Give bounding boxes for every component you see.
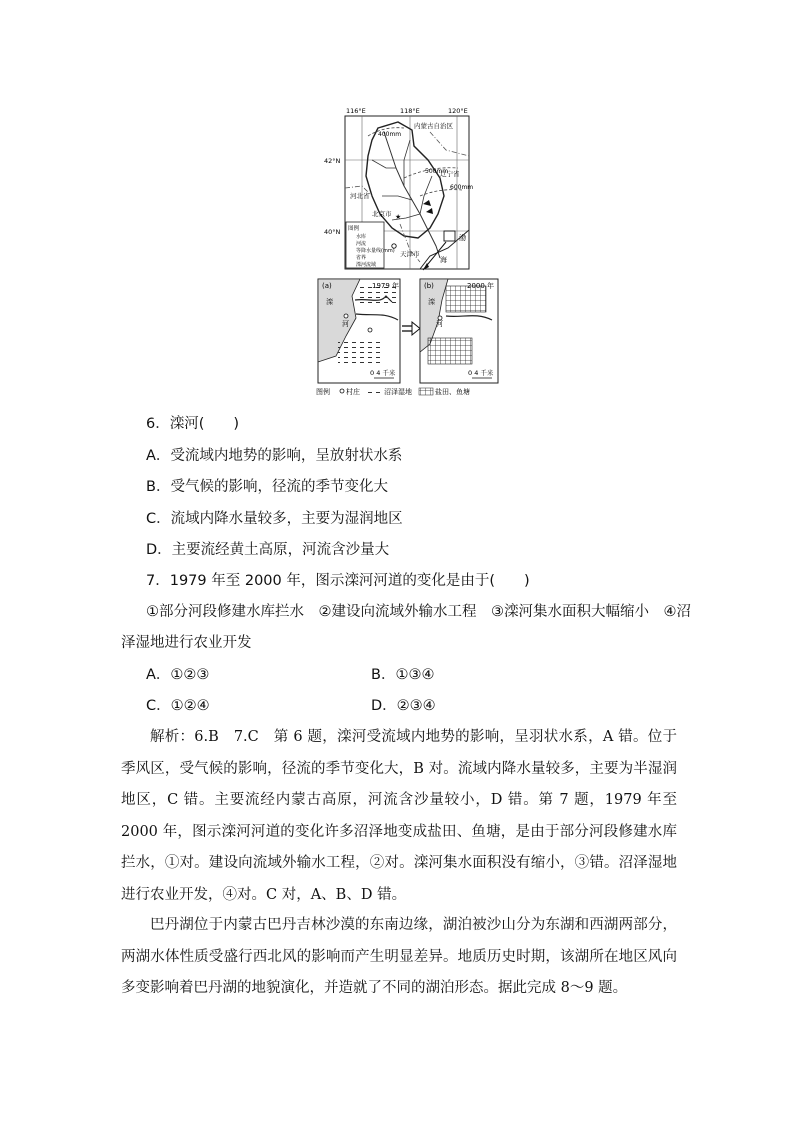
passage-paragraph: 巴丹湖位于内蒙古巴丹吉林沙漠的东南边缘，湖泊被沙山分为东湖和西湖两部分，两湖水体性质受盛行西北风的影响而产生明显差异。地质历史时期，该湖所在地区风向多变影响着巴丹湖的地貌演化，并造就了不同的湖泊形态。据此完成 8～9 题。 <box>121 917 677 997</box>
lat-label-42: 42°N <box>324 157 341 165</box>
legend-reservoir: 水库 <box>356 234 367 240</box>
lon-label-120: 120°E <box>448 107 468 115</box>
inset-a <box>318 279 400 383</box>
inset-b <box>420 279 498 383</box>
analysis-paragraph: 解析：6.B 7.C 第 6 题，滦河受流域内地势的影响，呈羽状水系，A 错。位于季风区，受气候的影响，径流的季节变化大，B 对。流域内降水量较多，主要为半湿润地区，C 错。主要流经内蒙古高原，河流含沙量较小，D 错。第 7 题，1979 年至 2000 年，图示滦河河道的变化许多沼泽地变成盐田、鱼塘，是由于部分河段修建水库拦水，①对。建设向流域外输水工程，②对。滦河集水面积没有缩小，③错。沼泽湿地进行农业开发，④对。C 对，A、B、D 错。 <box>121 729 677 903</box>
wetland-symbol <box>368 388 382 395</box>
inset-b-year: 2000 年 <box>467 282 495 290</box>
tianjin-label: 天津市 <box>400 250 420 258</box>
q6-stem: 6．滦河( ) <box>146 416 240 432</box>
beijing-label: 北京市 <box>372 210 392 218</box>
lat-label-40: 40°N <box>324 228 341 236</box>
liaoning-label: 辽宁省 <box>440 170 460 178</box>
bohai-label-a: 渤 <box>459 234 466 242</box>
inner-mongolia-label: 内蒙古自治区 <box>414 122 453 130</box>
bottom-legend-village: 村庄 <box>346 388 360 396</box>
lon-label-118: 118°E <box>400 107 420 115</box>
inset-b-river-label: 河 <box>436 320 443 328</box>
svg-text:★: ★ <box>395 213 402 221</box>
inset-a-side-label: 滦 <box>326 298 333 306</box>
legend-isohyet: 等降水量线(mm) <box>356 248 395 254</box>
saltpan-symbol <box>419 388 433 395</box>
inset-b-tag: (b) <box>424 282 434 290</box>
bohai-label-b: 海 <box>440 256 447 264</box>
legend-river: 河流 <box>356 241 367 247</box>
figure <box>0 0 794 400</box>
q7-statements-line2: 泽湿地进行农业开发 <box>121 635 252 651</box>
map-legend-title: 图例 <box>348 226 360 232</box>
isoline-400: 400mm <box>378 131 402 138</box>
inset-b-side-label: 滦 <box>428 298 435 306</box>
inset-a-river-label: 河 <box>342 320 349 328</box>
q7-option-c: C．①②④ <box>146 698 210 714</box>
q6-option-a: A．受流域内地势的影响，呈放射状水系 <box>146 448 403 464</box>
legend-province: 省界 <box>356 255 367 261</box>
hebei-label: 河北省 <box>350 192 370 200</box>
legend-basin: 滦河流域 <box>356 262 377 268</box>
q7-statements-line1: ①部分河段修建水库拦水 ②建设向流域外输水工程 ③滦河集水面积大幅缩小 ④沼 <box>146 604 691 620</box>
q6-option-d: D．主要流经黄土高原，河流含沙量大 <box>146 542 390 558</box>
bottom-legend-title: 图例 <box>316 388 330 396</box>
isoline-600: 600mm <box>450 184 474 191</box>
q6-option-b: B．受气候的影响，径流的季节变化大 <box>146 479 388 495</box>
lon-label-116: 116°E <box>346 107 366 115</box>
q6-option-c: C．流域内降水量较多，主要为湿润地区 <box>146 511 403 527</box>
figure-svg <box>0 0 794 400</box>
q7-stem: 7．1979 年至 2000 年，图示滦河河道的变化是由于( ) <box>146 573 530 589</box>
bottom-legend-wetland: 沼泽湿地 <box>384 388 412 396</box>
isoline-500: 500mm <box>425 168 449 175</box>
inset-a-year: 1979 年 <box>372 282 400 290</box>
change-arrow <box>402 322 420 335</box>
bottom-legend-saltpan: 盐田、鱼塘 <box>435 388 470 396</box>
q7-option-d: D．②③④ <box>371 698 436 714</box>
q7-option-a: A．①②③ <box>146 667 210 683</box>
village-symbol <box>340 389 344 393</box>
inset-a-tag: (a) <box>322 282 332 290</box>
inset-a-scale: 0 4 千米 <box>370 369 396 377</box>
inset-b-scale: 0 4 千米 <box>468 369 494 377</box>
q7-option-b: B．①③④ <box>371 667 435 683</box>
